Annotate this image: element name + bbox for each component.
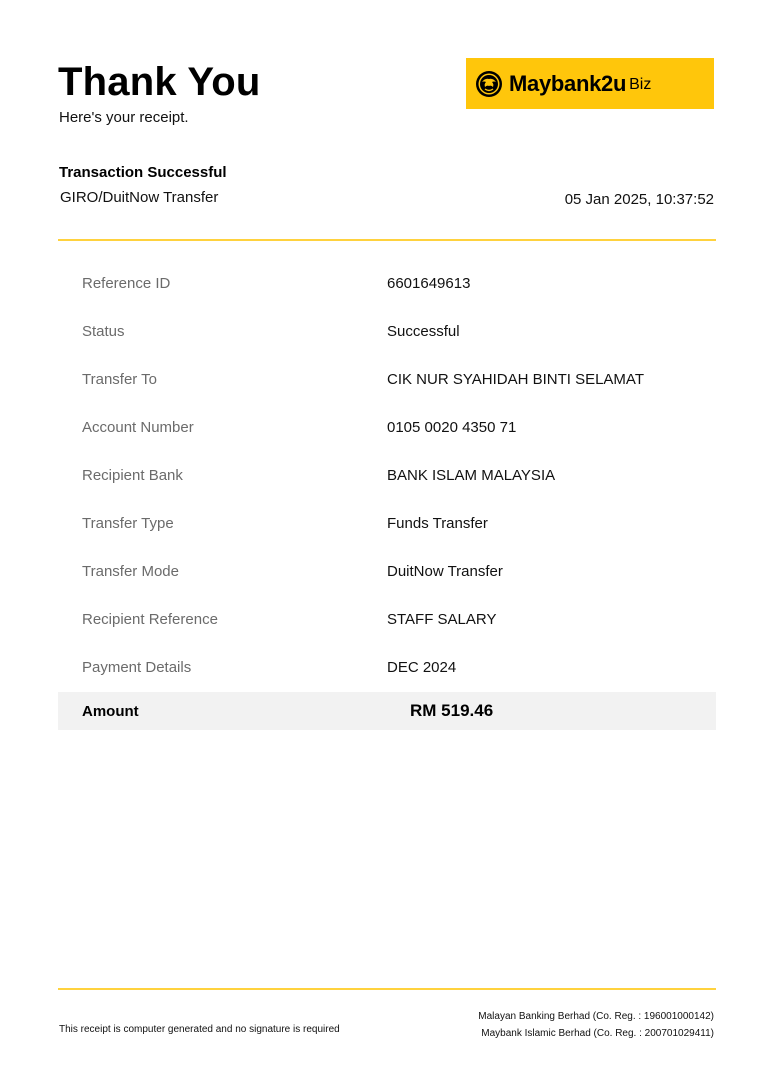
- page-title: Thank You: [58, 60, 261, 104]
- detail-row-transfer-mode: [58, 547, 716, 595]
- amount-label: Amount: [82, 702, 139, 720]
- footer-divider: [58, 988, 716, 990]
- detail-row-payment-details: [58, 643, 716, 691]
- detail-value: DuitNow Transfer: [387, 562, 503, 580]
- detail-value: Successful: [387, 322, 460, 340]
- detail-row-transfer-type: [58, 499, 716, 547]
- footer-disclaimer: This receipt is computer generated and no signature is required: [59, 1024, 340, 1035]
- receipt-details: [58, 259, 716, 691]
- transaction-type: GIRO/DuitNow Transfer: [60, 189, 219, 206]
- transaction-datetime: 05 Jan 2025, 10:37:52: [564, 191, 714, 208]
- detail-value: 0105 0020 4350 71: [387, 418, 517, 436]
- detail-value: 6601649613: [387, 274, 471, 292]
- header-divider: [58, 239, 716, 241]
- footer-entities: [478, 1008, 714, 1042]
- detail-value: CIK NUR SYAHIDAH BINTI SELAMAT: [387, 370, 644, 388]
- detail-label: Status: [82, 322, 125, 340]
- logo-suffix: Biz: [629, 76, 652, 93]
- detail-value: BANK ISLAM MALAYSIA: [387, 466, 556, 484]
- maybank-tiger-emblem-icon: [475, 70, 503, 98]
- detail-label: Payment Details: [82, 658, 192, 676]
- detail-row-account-number: [58, 403, 716, 451]
- amount-row: [58, 692, 716, 730]
- detail-row-reference-id: [58, 259, 716, 307]
- detail-row-recipient-bank: [58, 451, 716, 499]
- detail-row-status: [58, 307, 716, 355]
- detail-label: Recipient Reference: [82, 610, 218, 628]
- detail-value: DEC 2024: [387, 658, 457, 676]
- maybank2u-biz-logo: [466, 58, 714, 109]
- footer-entity-maybank-islamic: Maybank Islamic Berhad (Co. Reg. : 200701029411): [481, 1028, 714, 1039]
- detail-value: Funds Transfer: [387, 514, 488, 532]
- detail-label: Recipient Bank: [82, 466, 183, 484]
- amount-value: RM 519.46: [410, 701, 494, 720]
- detail-label: Transfer Type: [82, 514, 174, 532]
- detail-row-recipient-reference: [58, 595, 716, 643]
- transaction-status-heading: Transaction Successful: [59, 164, 227, 181]
- page-subtitle: Here's your receipt.: [59, 109, 189, 126]
- detail-value: STAFF SALARY: [387, 610, 497, 628]
- detail-label: Reference ID: [82, 274, 171, 292]
- detail-label: Transfer Mode: [82, 562, 179, 580]
- detail-label: Account Number: [82, 418, 194, 436]
- logo-wordmark: Maybank2u: [509, 70, 627, 96]
- footer-entity-maybank: Malayan Banking Berhad (Co. Reg. : 196001000142): [478, 1011, 714, 1022]
- detail-row-transfer-to: [58, 355, 716, 403]
- detail-label: Transfer To: [82, 370, 158, 388]
